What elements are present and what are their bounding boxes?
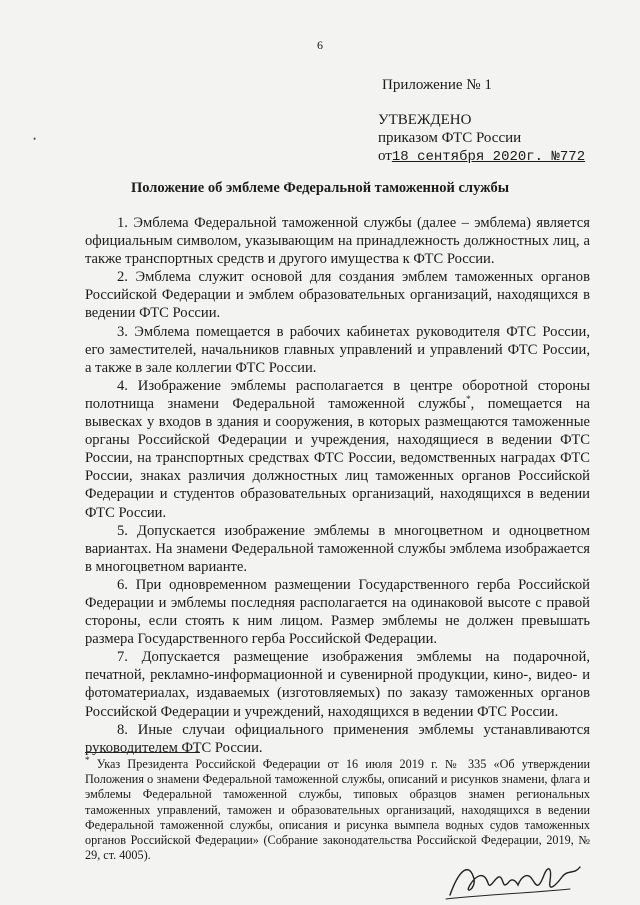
footnote-mark: *	[85, 754, 90, 765]
scan-mark: •	[33, 134, 37, 144]
footnote	[85, 754, 590, 863]
paragraph-4	[85, 377, 590, 522]
approved-heading: УТВЕЖДЕНО	[378, 112, 472, 128]
appendix-label: Приложение № 1	[382, 77, 492, 93]
document-title: Положение об эмблеме Федеральной таможенной службы	[130, 180, 510, 196]
paragraph-8: 8. Иные случаи официального применения эмблемы устанавливаются руководителем ФТС России.	[85, 721, 590, 756]
footnote-text: Указ Президента Российской Федерации от 16 июля 2019 г. № 335 «Об утверждении Положения о знамени Федеральной таможенной службы, описаний и рисунков знамени, флага и эмблемы Федеральной таможенной службы, типовых образцов знамен региональных таможенных управлений, таможен и образовательных организаций, находящихся в ведении Федеральной таможенной службы, описания и рисунка вымпела водных судов таможенных органов Российской Федерации» (Собрание законодательства Российской Федерации, 2019, № 29, ст. 4005).	[85, 757, 590, 863]
approval-block	[378, 111, 585, 166]
paragraph-5: 5. Допускается изображение эмблемы в многоцветном и одноцветном вариантах. На знамени Федеральной таможенной службы эмблема изображается в многоцветном варианте.	[85, 522, 590, 575]
paragraph-4-start: 4. Изображение эмблемы располагается в центре оборотной стороны полотнища знамени Федеральной таможенной службы	[85, 377, 590, 412]
document-body	[85, 214, 590, 757]
paragraph-7: 7. Допускается размещение изображения эмблемы на подарочной, печатной, рекламно-информационной и сувенирной продукции, кино-, видео- и фотоматериалах, издаваемых (изготовляемых) по заказу таможенных органов Российской Федерации и учреждений, находящихся в ведении ФТС России.	[85, 649, 590, 720]
handwritten-signature	[440, 855, 590, 903]
paragraph-1: 1. Эмблема Федеральной таможенной службы (далее – эмблема) является официальным символом, указывающим на принадлежность должностных лиц, а также транспортных средств и другого имущества к ФТС России.	[85, 215, 590, 268]
approval-date-number: 18 сентября 2020г. №772	[391, 149, 586, 165]
approval-date-line	[378, 147, 585, 166]
page-number: 6	[317, 38, 323, 52]
paragraph-3: 3. Эмблема помещается в рабочих кабинетах руководителя ФТС России, его заместителей, начальников главных управлений и управлений ФТС России, а также в зале коллегии ФТС России.	[85, 323, 590, 376]
footnote-divider	[85, 752, 200, 753]
paragraph-4-end: , помещается на вывесках у входов в здания и сооружения, в которых размещаются таможенные органы Российской Федерации и учреждения, находящиеся в ведении ФТС России, на транспортных средствах ФТС России, ведомственных наградах ФТС России, знаках различия должностных лиц таможенных органов Российской Федерации и студентов образовательных организаций, находящихся в ведении ФТС России.	[85, 395, 590, 521]
footnote-reference: *	[466, 394, 471, 405]
approval-from: от	[378, 148, 392, 164]
approval-order: приказом ФТС России	[378, 130, 522, 146]
paragraph-6: 6. При одновременном размещении Государственного герба Российской Федерации и эмблемы последняя располагается на одинаковой высоте с правой стороны, если стоять к ним лицом. Размер эмблемы не должен превышать размера Государственного герба Российской Федерации.	[85, 576, 590, 648]
paragraph-2: 2. Эмблема служит основой для создания эмблем таможенных органов Российской Федерации и эмблем образовательных организаций, находящихся в ведении ФТС России.	[85, 269, 590, 322]
